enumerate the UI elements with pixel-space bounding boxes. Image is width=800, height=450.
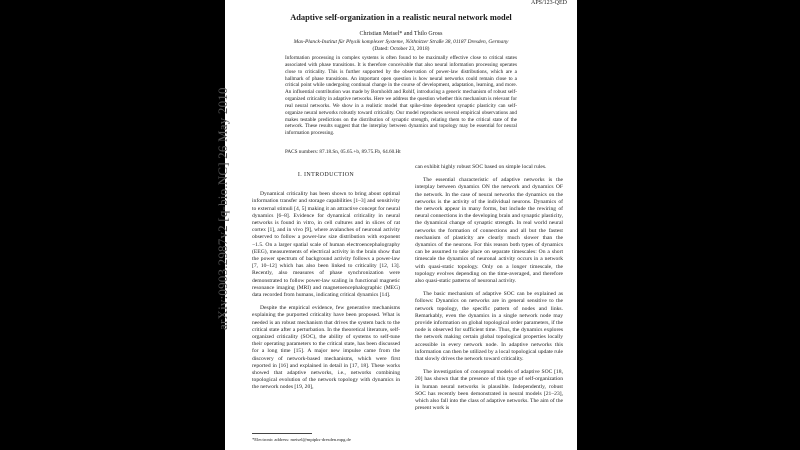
left-column: [252, 164, 400, 398]
right-column: [415, 164, 563, 419]
footnote-rule: [252, 433, 312, 434]
paragraph: Dynamical criticality has been shown to bring about optimal information transfer and storage capabilities [1–3] and sensitivity to external stimuli [4, 5] making it an attractive concept for neural dynamics [6–8]. Evidence for dynamical criticality in neural networks is found in vitro, in cell cultures and in slices of rat cortex [1], and in vivo [9], where avalanches of neuronal activity observed to follow a power-law size distribution with exponent −1.5. On a larger spatial scale of human electroencephalography (EEG), measurements of electrical activity in the brain show that the power spectrum of background activity follows a power-law [7, 10–12] which has also been linked to criticality [12, 13]. Recently, also measures of phase synchronization were demonstrated to follow power-law scaling in functional magnetic resonance imaging (MRI) and magnetoencephalographic (MEG) data recorded from humans, indicating critical dynamics [14].: [252, 191, 400, 299]
dated-line: (Dated: October 23, 2018): [372, 45, 430, 52]
paragraph: can exhibit highly robust SOC based on simple local rules.: [415, 164, 547, 170]
paper-title: Adaptive self-organization in a realistic neural network model: [290, 13, 512, 22]
paragraph: The investigation of conceptual models of adaptive SOC [18, 20] has shown that the presence of this type of self-organization in human neural networks is plausible. Independently, robust SOC has recently been demonstrated in neural models [21–23], which also fall into the class of adaptive networks. The aim of the present work is: [415, 369, 563, 412]
paper-page: [225, 0, 577, 450]
paragraph: The basic mechanism of adaptive SOC can be explained as follows: Dynamics on networks are in general sensitive to the network topology, the specific pattern of nodes and links. Remarkably, even the dynamics in a single network node may provide information on global topological order parameters, if the node is observed for sufficient time. Thus, the dynamics explores the network making certain global topological properties locally accessible in every network node. In adaptive networks this information can then be utilized by a local topological update rule that slowly drives the network toward criticality.: [415, 291, 563, 363]
paragraph: Despite the empirical evidence, few generative mechanisms explaining the purported criticality have been proposed. What is needed is an robust mechanism that drives the system back to the critical state after a perturbation. In the theoretical literature, self-organized criticality (SOC), the ability of systems to self-tune their operating parameters to the critical state, has been discussed for a long time [15]. A major new impulse came from the discovery of network-based mechanisms, which were first reported in [16] and explained in detail in [17, 18]. These works showed that adaptive networks, i.e., networks combining topological evolution of the network topology with dynamics in the network nodes [19, 20],: [252, 305, 400, 391]
arxiv-stamp: arXiv:0903.2987v2 [q-bio.NC] 26 May 2010: [215, 87, 230, 330]
section-heading: I. INTRODUCTION: [297, 172, 355, 178]
footnote: *Electronic address: meisel@mpipks-dresden.mpg.de: [252, 437, 351, 442]
pacs-numbers: PACS numbers: 87.18.Sn, 05.65.+b, 89.75.Fb, 64.60.Ht: [285, 149, 401, 155]
abstract: Information processing in complex systems is often found to be maximally effective close to critical states associated with phase transitions. It is therefore conceivable that also neural information processing operates close to criticality. This is further supported by the observation of power-law distributions, which are a hallmark of phase transitions. An important open question is how neural networks could remain close to a critical point while undergoing continual change in the course of development, adaptation, learning, and more. An influential contribution was made by Bornholdt and Rohlf, introducing a generic mechanism of robust self-organized criticality in adaptive networks. Here we address the question whether this mechanism is relevant for real neural networks. We show in a realistic model that spike-time dependent synaptic plasticity can self-organize neural networks robustly toward criticality. Our model reproduces several empirical observations and makes testable predictions on the distribution of synaptic strength, relating them to the critical state of the network. These results suggest that the interplay between dynamics and topology may be essential for neural information processing.: [285, 55, 517, 137]
affiliation: Max-Planck-Institut für Physik komplexer Systeme, Nöthnitzer Straße 38, 01187 Dresden, Germany: [293, 38, 509, 45]
paragraph: The essential characteristic of adaptive networks is the interplay between dynamics ON the network and dynamics OF the network. In the case of neural networks the dynamics on the networks is the activity of the individual neurons. Dynamics of the network appear in many forms, but include the rewiring of neural connections in the developing brain and synaptic plasticity, the dynamical change of synaptic strength. In real world neural networks the formation of connections and all but the fastest mechanism of plasticity are clearly much slower than the dynamics of the neurons. For this reason both types of dynamics can be assumed to take place on separate timescales: On a short timescale the dynamics of neuronal activity occurs in a network with quasi-static topology. Only on a longer timescale, the topology evolves depending on the time-averaged, and therefore also quasi-static patterns of neuronal activity.: [415, 177, 563, 285]
author-list: Christian Meisel* and Thilo Gross: [359, 31, 443, 37]
report-id: APS/123-QED: [530, 0, 567, 6]
